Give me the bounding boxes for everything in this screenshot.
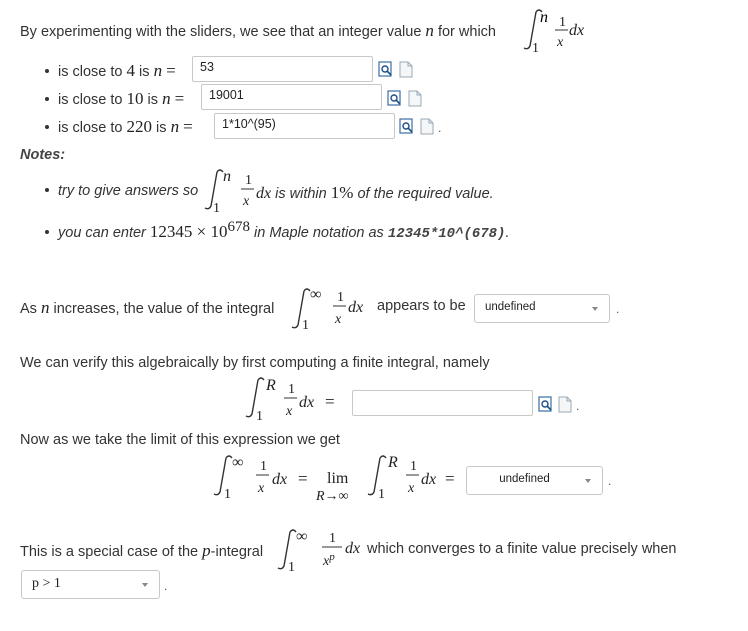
limit-question-post: appears to be	[377, 298, 466, 314]
finite-integral-input[interactable]	[352, 390, 533, 416]
svg-text:1: 1	[532, 41, 539, 54]
note-1: try to give answers so	[45, 183, 198, 199]
pintegral-post: which converges to a finite value precisely when	[367, 541, 677, 557]
svg-text:dx: dx	[299, 394, 315, 411]
chevron-down-icon	[592, 307, 598, 311]
int-upper: n	[540, 9, 548, 26]
svg-text:1: 1	[337, 290, 344, 305]
bullet	[45, 125, 49, 129]
svg-text:R: R	[388, 454, 398, 471]
svg-text:1: 1	[559, 15, 566, 30]
svg-text:∞: ∞	[296, 528, 308, 545]
svg-text:x: x	[286, 404, 293, 419]
close-row-2: is close to 10 is n =	[45, 89, 184, 109]
svg-text:dx: dx	[348, 299, 364, 316]
p-integral	[276, 524, 360, 576]
preview-icon[interactable]	[387, 90, 403, 107]
svg-text:dx: dx	[272, 471, 288, 488]
verify-integral	[244, 372, 344, 424]
answer-input-2[interactable]: 19001	[201, 84, 382, 110]
note-2: you can enter $12345 \times 10^{678}$ in Maple notation as 12345*10^(678).	[45, 219, 510, 242]
help-doc-icon[interactable]	[407, 90, 423, 107]
svg-text:1: 1	[288, 560, 295, 575]
pintegral-text: This is a special case of the p-integral	[20, 541, 264, 560]
svg-text:1: 1	[410, 459, 417, 474]
notes-title: Notes:	[20, 147, 66, 163]
svg-text:n: n	[223, 168, 231, 185]
bullet	[45, 69, 49, 73]
svg-text:x: x	[258, 481, 265, 496]
svg-text:x: x	[243, 194, 250, 209]
intro-var: n	[425, 21, 434, 40]
chevron-down-icon	[585, 479, 591, 483]
svg-text:dx: dx	[345, 540, 360, 557]
help-doc-icon[interactable]	[419, 118, 435, 135]
help-doc-icon[interactable]	[398, 61, 414, 78]
help-doc-icon[interactable]	[557, 396, 573, 413]
p-condition-select[interactable]: p > 1	[21, 570, 160, 599]
intro-line	[20, 21, 496, 41]
svg-text:R→∞: R→∞	[316, 489, 349, 504]
preview-icon[interactable]	[538, 396, 554, 413]
preview-icon[interactable]	[399, 118, 415, 135]
preview-icon[interactable]	[378, 61, 394, 78]
verify-text: We can verify this algebraically by first computing a finite integral, namely	[20, 355, 490, 371]
svg-text:∞: ∞	[310, 286, 322, 303]
svg-text:1: 1	[302, 318, 309, 333]
svg-text:x: x	[557, 35, 564, 50]
svg-text:1: 1	[213, 201, 220, 214]
answer-input-1[interactable]: 53	[192, 56, 373, 82]
svg-text:x: x	[408, 481, 415, 496]
limit-select[interactable]: undefined	[474, 294, 610, 323]
limit-expression	[212, 450, 464, 506]
svg-text:1: 1	[224, 487, 231, 502]
svg-text:x: x	[335, 312, 342, 327]
svg-text:dx: dx	[421, 471, 437, 488]
svg-text:∞: ∞	[232, 454, 244, 471]
limit-expr-text: Now as we take the limit of this expression we get	[20, 432, 340, 448]
note-1-rest: dx is within 1% of the required value.	[256, 183, 494, 202]
svg-text:dx: dx	[569, 22, 585, 39]
limit-expr-select[interactable]: undefined	[466, 466, 603, 495]
svg-text:=: =	[298, 469, 308, 488]
chevron-down-icon	[142, 583, 148, 587]
svg-text:1: 1	[245, 173, 252, 188]
close-row-3: is close to 220 is n =	[45, 117, 193, 137]
period: .	[438, 121, 442, 135]
intro-integral	[522, 6, 602, 54]
svg-text:1: 1	[378, 487, 385, 502]
limit-integral	[290, 283, 372, 333]
svg-text:1: 1	[256, 409, 263, 424]
svg-text:1: 1	[260, 459, 267, 474]
svg-text:lim: lim	[327, 470, 349, 487]
svg-text:=: =	[445, 469, 455, 488]
svg-text:=: =	[325, 392, 335, 411]
svg-text:1: 1	[329, 531, 336, 546]
answer-input-3[interactable]: 1*10^(95)	[214, 113, 395, 139]
svg-text:xp: $x^p$	[323, 551, 335, 569]
svg-text:1: 1	[288, 382, 295, 397]
limit-question: As n increases, the value of the integral	[20, 298, 275, 317]
bullet	[45, 97, 49, 101]
close-row-1: is close to 4 is n =	[45, 61, 176, 81]
svg-text:R: R	[266, 377, 276, 394]
intro-text2: for which	[437, 24, 496, 40]
intro-text: By experimenting with the sliders, we see that an integer value	[20, 24, 422, 40]
